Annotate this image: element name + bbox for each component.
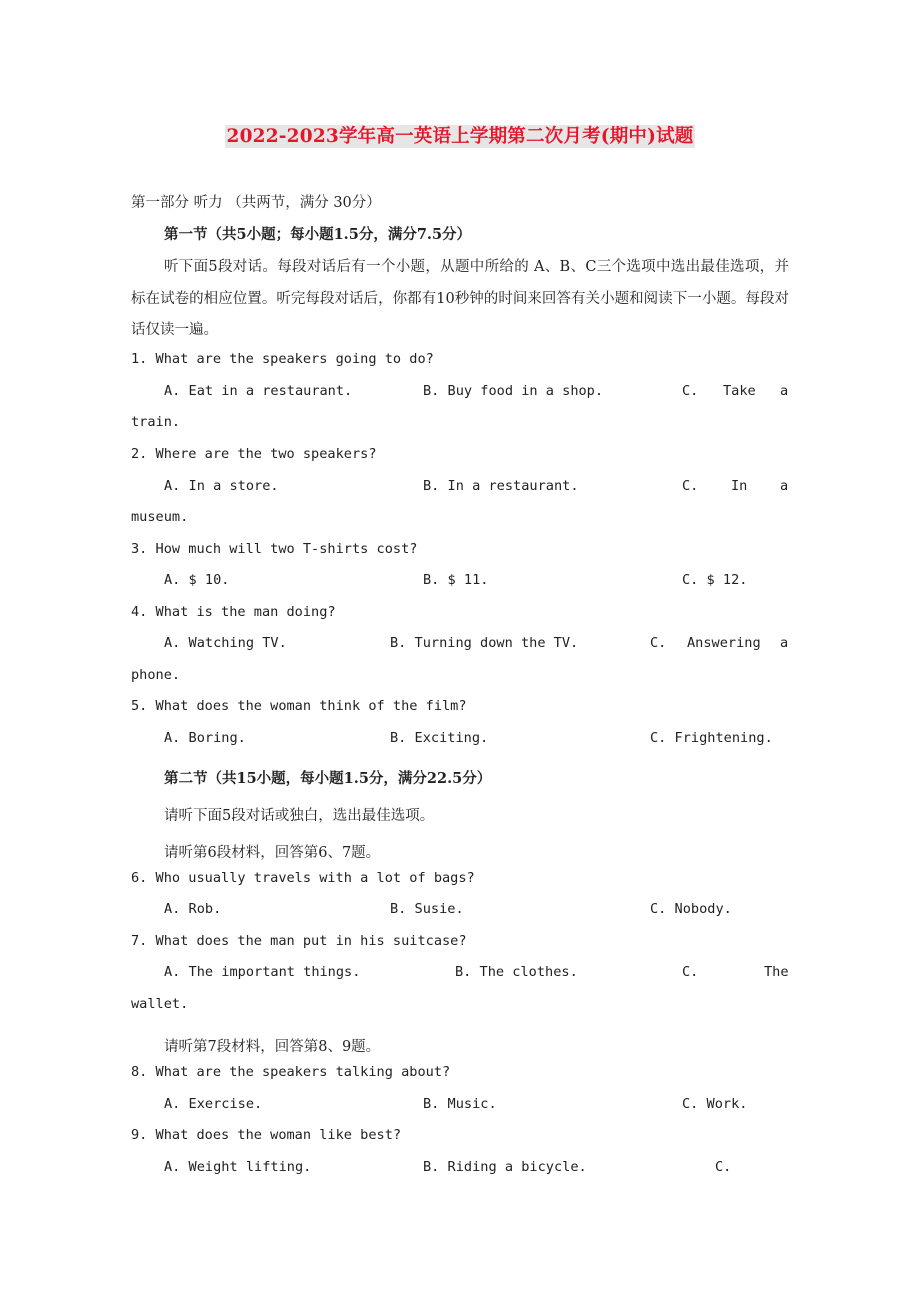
question-3: 3. How much will two T-shirts cost? <box>131 541 418 557</box>
question-5: 5. What does the woman think of the film? <box>131 698 467 714</box>
question-7: 7. What does the man put in his suitcase? <box>131 933 467 949</box>
question-6: 6. Who usually travels with a lot of bags? <box>131 870 475 886</box>
q2-option-a: A. In a store. <box>164 478 279 494</box>
q9-option-c: C. <box>715 1159 732 1175</box>
part1-heading: 第一部分 听力 （共两节，满分 30分） <box>131 195 381 211</box>
question-1: 1. What are the speakers going to do? <box>131 351 434 367</box>
q4-option-b: B. Turning down the TV. <box>390 635 579 651</box>
section2-heading: 第二节（共15小题，每小题1.5分，满分22.5分） <box>164 770 492 787</box>
q1-option-c-word1: Take <box>723 383 756 399</box>
q1-option-c-word2: a <box>780 383 789 399</box>
q1-option-b: B. Buy food in a shop. <box>423 383 604 399</box>
q1-option-c-wrap: train. <box>131 414 181 430</box>
section1-heading: 第一节（共5小题；每小题1.5分，满分7.5分） <box>164 226 472 243</box>
q7-option-c-word1: The <box>764 964 789 980</box>
q1-option-c-label: C. <box>682 383 699 399</box>
question-4: 4. What is the man doing? <box>131 604 336 620</box>
section1-instructions: 听下面5段对话。每段对话后有一个小题，从题中所给的 A、B、C三个选项中选出最佳选项，并标在试卷的相应位置。听完每段对话后，你都有10秒钟的时间来回答有关小题和阅读下一小题。每段对话仅读一遍。 <box>131 259 789 338</box>
q4-option-c-word2: a <box>780 635 789 651</box>
q6-option-c: C. Nobody. <box>650 901 732 917</box>
question-8: 8. What are the speakers talking about? <box>131 1064 451 1080</box>
q2-option-c-wrap: museum. <box>131 509 189 525</box>
q7-option-a: A. The important things. <box>164 964 361 980</box>
q3-option-c: C. $ 12. <box>682 572 748 588</box>
q7-option-c-label: C. <box>682 964 699 980</box>
q3-option-a: A. $ 10. <box>164 572 230 588</box>
exam-title: 2022-2023学年高一英语上学期第二次月考(期中)试题 <box>226 126 694 147</box>
q6-option-a: A. Rob. <box>164 901 222 917</box>
q4-option-c-label: C. <box>650 635 667 651</box>
question-2: 2. Where are the two speakers? <box>131 446 377 462</box>
q4-option-c-wrap: phone. <box>131 667 181 683</box>
q5-option-b: B. Exciting. <box>390 730 489 746</box>
q7-option-c-wrap: wallet. <box>131 996 189 1012</box>
q2-option-b: B. In a restaurant. <box>423 478 579 494</box>
q9-option-a: A. Weight lifting. <box>164 1159 312 1175</box>
q9-option-b: B. Riding a bicycle. <box>423 1159 587 1175</box>
q8-option-a: A. Exercise. <box>164 1096 263 1112</box>
question-9: 9. What does the woman like best? <box>131 1127 402 1143</box>
q5-option-c: C. Frightening. <box>650 730 773 746</box>
q4-option-a: A. Watching TV. <box>164 635 287 651</box>
q8-option-b: B. Music. <box>423 1096 497 1112</box>
q5-option-a: A. Boring. <box>164 730 246 746</box>
q2-option-c-label: C. <box>682 478 699 494</box>
q3-option-b: B. $ 11. <box>423 572 489 588</box>
q1-option-a: A. Eat in a restaurant. <box>164 383 353 399</box>
q7-option-b: B. The clothes. <box>455 964 578 980</box>
material-7-note: 请听第7段材料，回答第8、9题。 <box>164 1039 381 1055</box>
q2-option-c-word2: a <box>780 478 789 494</box>
q8-option-c: C. Work. <box>682 1096 748 1112</box>
section2-instructions: 请听下面5段对话或独白，选出最佳选项。 <box>164 808 435 824</box>
q2-option-c-word1: In <box>731 478 748 494</box>
q4-option-c-word1: Answering <box>687 635 761 651</box>
material-6-note: 请听第6段材料，回答第6、7题。 <box>164 845 381 861</box>
q6-option-b: B. Susie. <box>390 901 464 917</box>
